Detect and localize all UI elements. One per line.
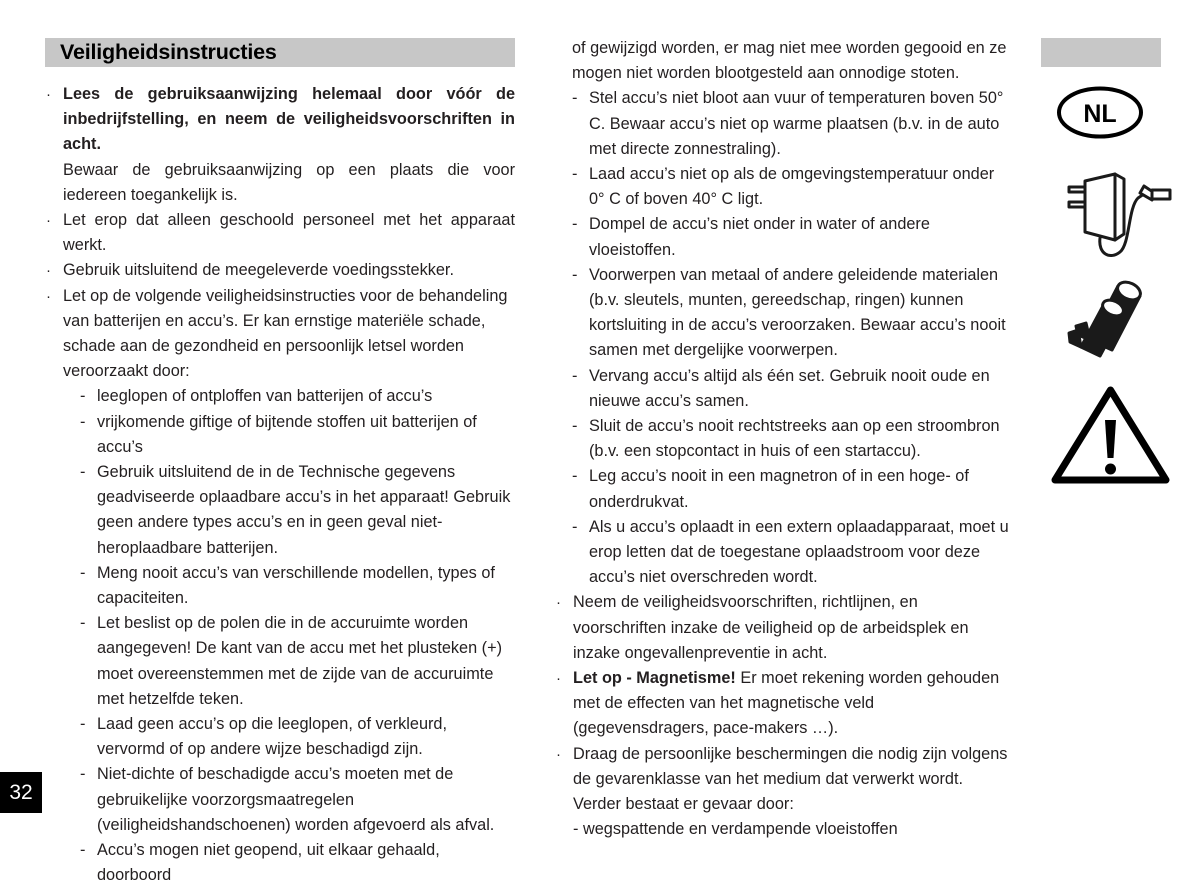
sub-list-item [572, 212, 1013, 262]
left-text-column [45, 82, 515, 889]
list-item [45, 82, 515, 208]
bullet-text: Let erop dat alleen geschoold personeel met het apparaat werkt. [63, 211, 515, 255]
right-continuation-wrapper [555, 36, 1013, 590]
page-number: 32 [0, 772, 42, 813]
sub-item-text: vrijkomende giftige of bijtende stoffen uit batterijen of accu’s [97, 412, 477, 456]
sub-list-item [572, 364, 1013, 414]
list-item [45, 208, 515, 258]
language-band [1041, 38, 1161, 67]
sub-item-text: Laad accu’s niet op als de omgevingstemperatuur onder 0° C of boven 40° C ligt. [589, 165, 995, 209]
bullet-glyph: · [556, 745, 561, 763]
sub-list-item [80, 460, 515, 561]
sub-item-text: Let beslist op de polen die in de accuruimte worden aangegeven! De kant van de accu met het plusteken (+) moet overeenstemmen met de zijde van de accuruimte met hetzelfde teken. [97, 614, 503, 708]
language-badge-nl [1056, 85, 1144, 140]
bullet-text: Gebruik uitsluitend de meegeleverde voedingsstekker. [63, 261, 454, 280]
sub-item-text: Meng nooit accu’s van verschillende modellen, types of capaciteiten. [97, 563, 495, 608]
bullet-bold-lead: Let op - Magnetisme! [573, 669, 736, 688]
dash-glyph: - [572, 89, 578, 108]
bullet-text: Draag de persoonlijke beschermingen die nodig zijn volgens de gevarenklasse van het medium dat verwerkt wordt. Verder bestaat er gevaar door: [573, 744, 1008, 814]
dash-glyph: - [572, 215, 578, 234]
sub-item-text: Als u accu’s oplaadt in een extern oplaadapparaat, moet u erop letten dat de toegestane oplaadstroom voor deze accu’s niet overschreden wordt. [589, 517, 1009, 587]
right-bullet-list [555, 590, 1013, 842]
bullet-text: Er moet rekening worden gehouden met de effecten van het magnetische veld (gegevensdragers, pace-makers …). [573, 669, 1000, 738]
dash-glyph: - [80, 387, 86, 406]
dash-glyph: - [80, 563, 86, 582]
dash-glyph: - [80, 765, 86, 784]
dash-glyph: - [572, 417, 578, 436]
sub-item-text: Stel accu’s niet bloot aan vuur of temperaturen boven 50° C. Bewaar accu’s niet op warme plaatsen (b.v. in de auto met directe zonnestraling). [589, 89, 1004, 158]
language-badge-label: NL [1083, 100, 1117, 128]
battery-icon [1060, 278, 1165, 370]
sub-list-item [572, 263, 1013, 364]
list-item [555, 590, 1013, 666]
trailing-dash-line: - wegspattende en verdampende vloeistoffen [573, 820, 898, 839]
bullet-glyph: · [46, 212, 51, 230]
page-title: Veiligheidsinstructies [60, 40, 277, 64]
left-sub-list [80, 384, 515, 888]
dash-glyph: - [80, 715, 86, 734]
bullet-text: Bewaar de gebruiksaanwijzing op een plaats die voor iedereen toegankelijk is. [63, 160, 515, 204]
list-item [45, 258, 515, 283]
sub-list-item [80, 838, 515, 888]
sub-list-item [80, 410, 515, 460]
sub-item-text: Dompel de accu’s niet onder in water of andere vloeistoffen. [589, 215, 930, 259]
sub-item-text: Vervang accu’s altijd als één set. Gebruik nooit oude en nieuwe accu’s samen. [589, 366, 990, 410]
bullet-text: Neem de veiligheidsvoorschriften, richtlijnen, en voorschriften inzake de veiligheid op de arbeidsplek en inzake ongevallenpreventie in acht. [573, 593, 969, 662]
bullet-glyph: · [46, 86, 51, 103]
bullet-bold-text: Lees de gebruiksaanwijzing helemaal door vóór de inbedrijfstelling, en neem de veiligheidsvoorschriften in acht. [63, 85, 515, 154]
sub-list-item [572, 464, 1013, 514]
list-item [45, 284, 515, 889]
bullet-glyph: · [556, 670, 561, 688]
dash-glyph: - [572, 165, 578, 184]
sub-item-text: Laad geen accu’s op die leeglopen, of verkleurd, vervormd of op andere wijze beschadigd zijn. [97, 715, 447, 759]
dash-glyph: - [572, 517, 578, 536]
sub-item-text: Niet-dichte of beschadigde accu’s moeten met de gebruikelijke voorzorgsmaatregelen (veiligheidshandschoenen) worden afgevoerd als afval. [97, 765, 495, 834]
sub-list-wrapper [63, 384, 515, 888]
list-item [555, 666, 1013, 742]
sub-list-item [80, 384, 515, 409]
left-bullet-list [45, 82, 515, 889]
sub-item-text: Leg accu’s nooit in een magnetron of in een hoge- of onderdrukvat. [589, 467, 969, 511]
dash-glyph: - [80, 463, 86, 482]
sub-list-item [572, 86, 1013, 162]
bullet-text: Let op de volgende veiligheidsinstructies voor de behandeling van batterijen en accu’s. Er kan ernstige materiële schade, schade aan de gezondheid en persoonlijk letsel worden veroorzaakt door: [63, 286, 508, 381]
dash-glyph: - [80, 412, 86, 431]
margin-icon-column [1040, 0, 1200, 848]
power-supply-icon [1052, 168, 1184, 268]
sub-item-text: Accu’s mogen niet geopend, uit elkaar gehaald, doorboord [97, 841, 440, 885]
dash-glyph: - [572, 366, 578, 385]
continuation-text: of gewijzigd worden, er mag niet mee worden gegooid en ze mogen niet worden blootgesteld aan onnodige stoten. [572, 39, 1007, 83]
dash-glyph: - [80, 614, 86, 633]
bullet-glyph: · [556, 594, 561, 612]
dash-glyph: - [572, 265, 578, 284]
dash-glyph: - [80, 841, 86, 860]
sub-item-text: Voorwerpen van metaal of andere geleidende materialen (b.v. sleutels, munten, gereedschap, ringen) kunnen kortsluiting in de accu’s veroorzaken. Bewaar accu’s nooit samen met dergelijke voorwerpen. [589, 265, 1006, 360]
bullet-glyph: · [46, 262, 51, 280]
bullet-glyph: · [46, 287, 51, 305]
sub-item-text: leeglopen of ontploffen van batterijen of accu’s [97, 387, 433, 406]
sub-list-item [80, 611, 515, 712]
list-item [555, 742, 1013, 843]
right-text-column [555, 36, 1013, 843]
sub-item-text: Gebruik uitsluitend de in de Technische gegevens geadviseerde oplaadbare accu’s in het apparaat! Gebruik geen andere types accu’s en in geen geval niet-heroplaadbare batterijen. [97, 463, 511, 557]
sub-item-text: Sluit de accu’s nooit rechtstreeks aan op een stroombron (b.v. een stopcontact in huis of een startaccu). [589, 417, 1000, 461]
sub-list-item [80, 762, 515, 838]
right-sub-list [572, 86, 1013, 590]
bullet-paragraph [573, 666, 1013, 742]
sub-list-item [572, 162, 1013, 212]
sub-list-item [572, 515, 1013, 591]
dash-glyph: - [572, 467, 578, 486]
warning-triangle-icon [1048, 382, 1173, 487]
sub-list-item [80, 712, 515, 762]
sub-list-item [572, 414, 1013, 464]
sub-list-item [80, 561, 515, 611]
